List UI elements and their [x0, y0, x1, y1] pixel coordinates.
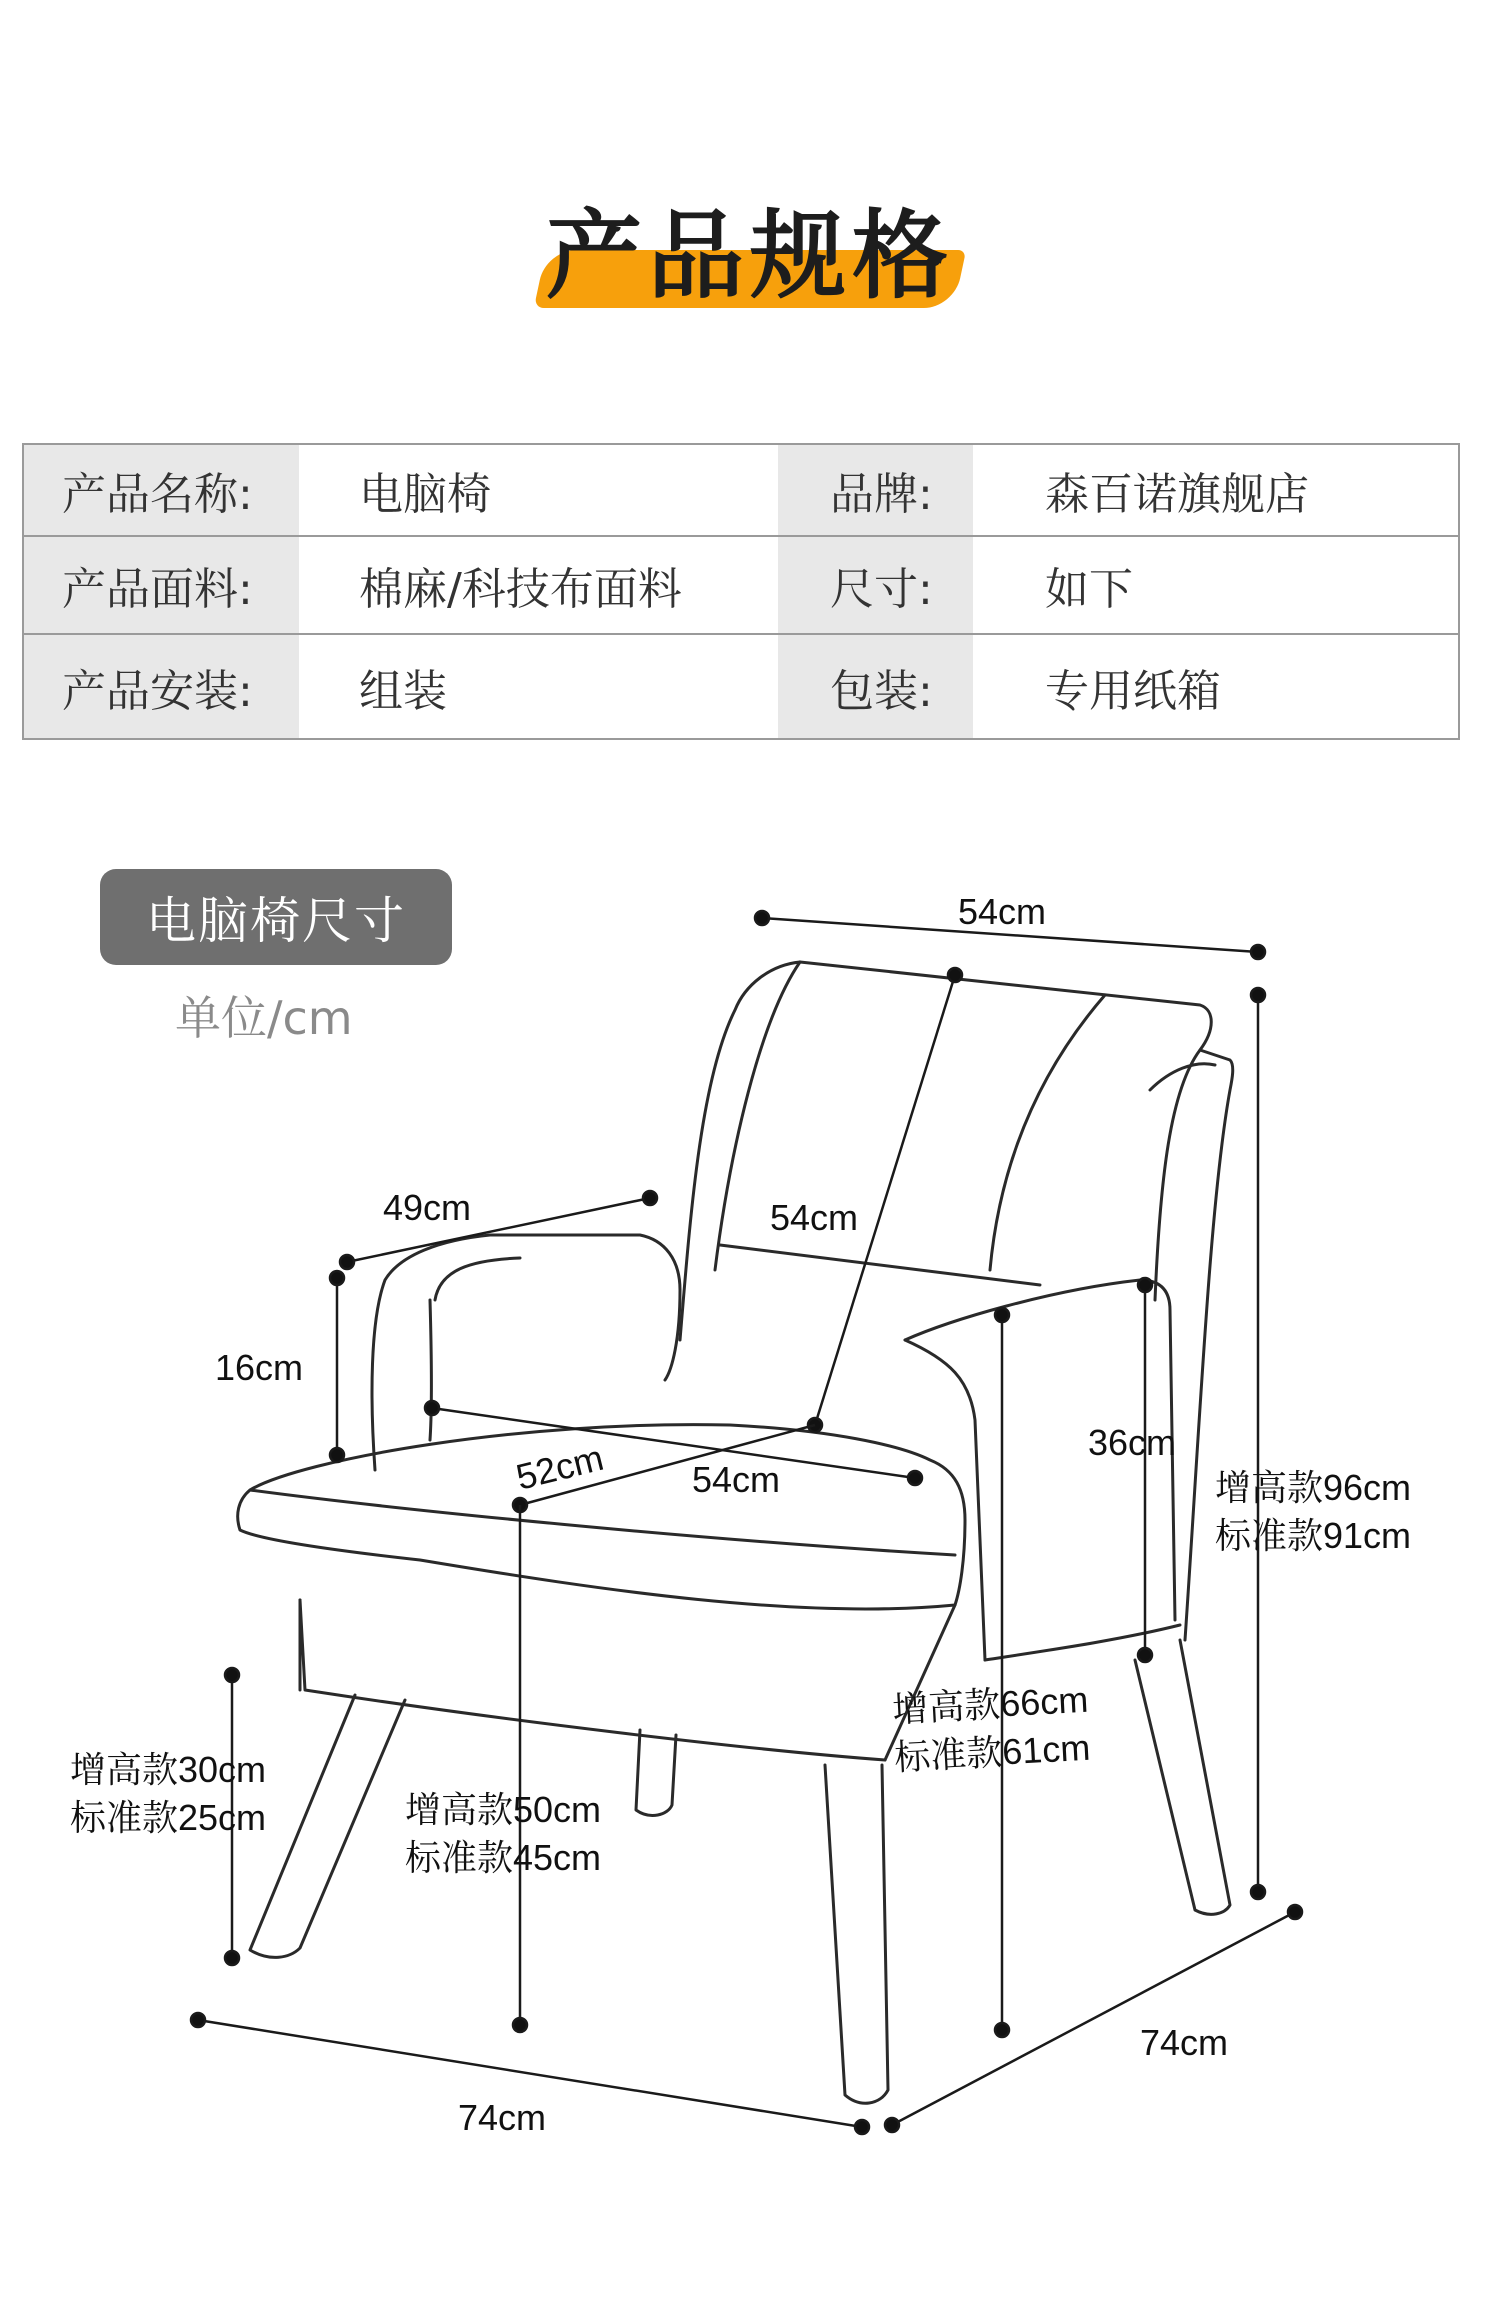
spec-value: 棉麻/科技布面料: [359, 564, 682, 615]
spec-key: 尺寸:: [778, 537, 973, 633]
dim-backrest-height: 54cm: [770, 1197, 859, 1238]
dim-total-height-tall: 增高款96cm: [1215, 1467, 1412, 1508]
dim-seat-height-std: 标准款45cm: [405, 1837, 602, 1878]
dim-total-height-std: 标准款91cm: [1215, 1515, 1412, 1556]
dim-leg-height-tall: 增高款30cm: [70, 1749, 267, 1790]
dim-base-width: 74cm: [458, 2097, 547, 2138]
dim-armrest-height: 16cm: [215, 1347, 304, 1388]
page-title-text: 产品规格: [546, 199, 954, 312]
dimension-labels: [70, 891, 1411, 2138]
unit-label: 单位/cm: [175, 991, 353, 1045]
dim-armrest-depth: 49cm: [383, 1187, 472, 1228]
spec-key: 产品面料:: [24, 537, 299, 633]
spec-key: 品牌:: [778, 445, 973, 535]
spec-value: 森百诺旗舰店: [1045, 469, 1309, 520]
spec-value: 如下: [1045, 564, 1133, 615]
dim-back-top-width: 54cm: [958, 891, 1047, 932]
dim-arm-front-height: 36cm: [1088, 1422, 1177, 1463]
dim-seat-depth: 52cm: [512, 1436, 608, 1498]
spec-key: 产品名称:: [24, 445, 299, 535]
spec-key: 产品安装:: [24, 635, 299, 738]
dim-seat-width: 54cm: [692, 1459, 781, 1500]
spec-value: 电脑椅: [359, 469, 491, 520]
chair-outline: [238, 962, 1233, 2103]
spec-value: 专用纸箱: [1045, 665, 1221, 717]
dim-arm-height-tall: 增高款66cm: [891, 1678, 1090, 1730]
dim-seat-height-tall: 增高款50cm: [405, 1789, 602, 1830]
chair-size-badge: 电脑椅尺寸: [100, 869, 452, 965]
dim-arm-height-std: 标准款61cm: [893, 1726, 1092, 1778]
dim-leg-height-std: 标准款25cm: [70, 1797, 267, 1838]
spec-key: 包装:: [778, 635, 973, 738]
spec-value: 组装: [359, 665, 447, 717]
dim-base-depth: 74cm: [1140, 2022, 1229, 2063]
